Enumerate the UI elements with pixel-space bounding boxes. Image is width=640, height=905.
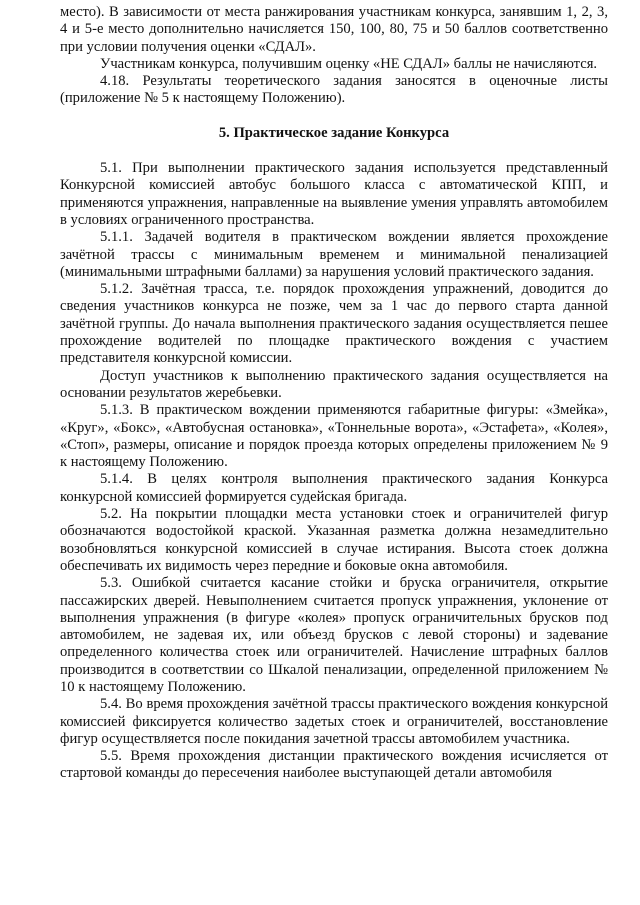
paragraph-4-18: 4.18. Результаты теоретического задания заносятся в оценочные листы (приложение № 5 к настоящему Положению). [60,73,608,107]
paragraph-5-3: 5.3. Ошибкой считается касание стойки и бруска ограничителя, открытие пассажирских дверей. Невыполнением считается пропуск упражнения, уклонение от выполнения упражнения (в фигуре «колея» пропуск ограничительных брусков под автомобилем, не задевая их, или объезд брусков с левой стороны) и задевание определенного количества стоек или ограничителей. Начисление штрафных баллов производится в соответствии со Шкалой пенализации, определенной приложением № 10 к настоящему Положению. [60,575,608,695]
paragraph-access: Доступ участников к выполнению практического задания осуществляется на основании результатов жеребьевки. [60,367,608,401]
paragraph-5-1: 5.1. При выполнении практического задания используется представленный Конкурсной комиссией автобус большого класса с автоматической КПП, и применяются упражнения, направленные на выявление умения управлять автомобилем в условиях ограниченного пространства. [60,160,608,228]
paragraph-not-passed: Участникам конкурса, получившим оценку «НЕ СДАЛ» баллы не начисляются. [100,55,598,72]
document-page [60,4,608,783]
paragraph-5-1-4: 5.1.4. В целях контроля выполнения практического задания Конкурса конкурсной комиссией формируется судейская бригада. [60,471,608,505]
paragraph-5-2: 5.2. На покрытии площадки места установки стоек и ограничителей фигур обозначаются водостойкой краской. Указанная разметка должна незамедлительно возобновляться конкурсной комиссией в случае истирания. Высота стоек должна обеспечивать их видимость через передние и боковые окна автомобиля. [60,506,608,574]
paragraph-5-5: 5.5. Время прохождения дистанции практического вождения исчисляется от стартовой команды до пересечения наиболее выступающей детали автомобиля [60,748,608,782]
paragraph-5-1-2: 5.1.2. Зачётная трасса, т.е. порядок прохождения упражнений, доводится до сведения участников конкурса не позже, чем за 1 час до первого старта данной зачётной группы. До начала выполнения практического задания осуществляется пешее прохождение водителей по площадке практического вождения с участием представителя конкурсной комиссии. [60,281,608,367]
paragraph-5-1-3: 5.1.3. В практическом вождении применяются габаритные фигуры: «Змейка», «Круг», «Бокс», «Автобусная остановка», «Тоннельные ворота», «Эстафета», «Колея», «Стоп», размеры, описание и порядок проезда которых определены приложением № 9 к настоящему Положению. [60,402,608,471]
paragraph-5-4: 5.4. Во время прохождения зачётной трассы практического вождения конкурсной комиссией фиксируется количество задетых стоек и ограничителей, восстановление фигур осуществляется после покидания зачетной трассы автомобилем участника. [60,696,608,747]
paragraph-5-1-1: 5.1.1. Задачей водителя в практическом вождении является прохождение зачётной трассы с минимальным временем и минимальной пенализацией (минимальными штрафными баллами) за нарушения условий практического задания. [60,229,608,280]
paragraph-ranking-bonus: место). В зависимости от места ранжирования участникам конкурса, занявшим 1, 2, 3, 4 и 5-е место дополнительно начисляется 150, 100, 80, 75 и 50 баллов соответственно при условии получения оценки «СДАЛ». [60,4,608,55]
section-heading: 5. Практическое задание Конкурса [218,124,450,141]
